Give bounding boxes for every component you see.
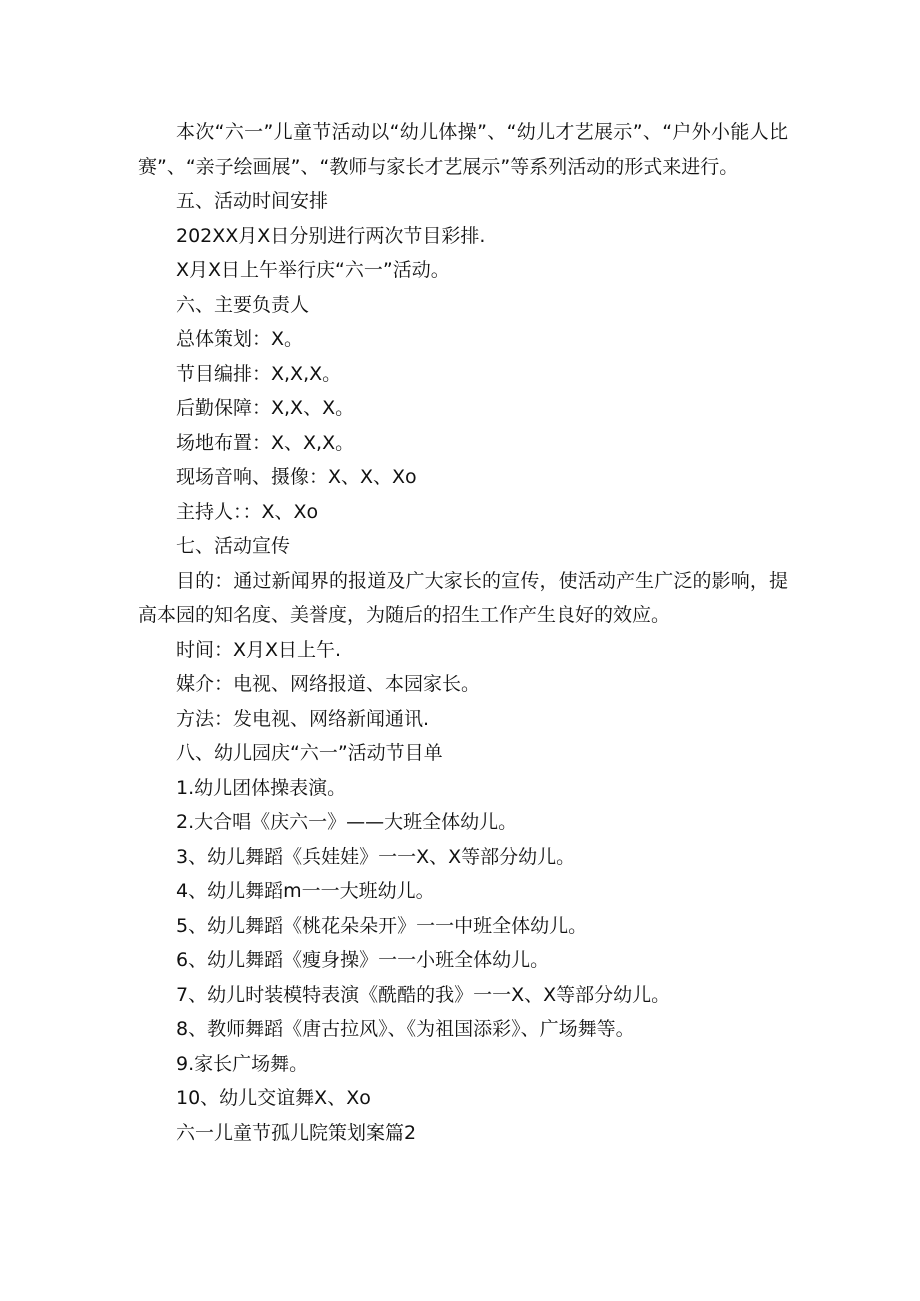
program-item-6: 6、幼儿舞蹈《瘦身操》一一小班全体幼儿。 (176, 949, 550, 971)
publicity-media: 媒介：电视、网络报道、本园家长。 (176, 673, 481, 695)
program-item-4: 4、幼儿舞蹈m一一大班幼儿。 (176, 880, 435, 902)
program-item-9: 9.家长广场舞。 (176, 1052, 309, 1075)
responsible-logistics: 后勤保障：X,X、X。 (176, 397, 355, 419)
heading-publicity: 七、活动宣传 (176, 535, 291, 557)
heading-program-list: 八、幼儿园庆“六一”活动节目单 (176, 742, 443, 764)
publicity-method: 方法：发电视、网络新闻通讯. (176, 707, 430, 730)
heading-responsible: 六、主要负责人 (176, 293, 310, 316)
heading-schedule: 五、活动时间安排 (176, 190, 329, 212)
schedule-event: X月X日上午举行庆“六一”活动。 (176, 259, 450, 281)
program-item-5: 5、幼儿舞蹈《桃花朵朵开》一一中班全体幼儿。 (176, 914, 588, 937)
program-item-10: 10、幼儿交谊舞X、Xo (176, 1087, 371, 1109)
responsible-venue: 场地布置：X、X,X。 (176, 431, 355, 454)
responsible-audio-video: 现场音响、摄像：X、X、Xo (176, 466, 417, 488)
responsible-program: 节目编排：X,X,X。 (176, 362, 342, 385)
program-item-3: 3、幼儿舞蹈《兵娃娃》一一X、X等部分幼儿。 (176, 845, 576, 868)
responsible-planning: 总体策划：X。 (176, 328, 304, 350)
paragraph-activity-forms: 本次“六一”儿童节活动以“幼儿体操”、“幼儿才艺展示”、“户外小能人比赛”、“亲子绘画展”、“教师与家长才艺展示”等系列活动的形式来进行。 (138, 121, 788, 178)
program-item-2: 2.大合唱《庆六一》——大班全体幼儿。 (176, 811, 518, 833)
schedule-rehearsal: 202XX月X日分别进行两次节目彩排. (176, 224, 486, 247)
program-item-7: 7、幼儿时装模特表演《酰酷的我》一一X、X等部分幼儿。 (176, 983, 671, 1006)
publicity-purpose: 目的：通过新闻界的报道及广大家长的宣传，使活动产生广泛的影响，提高本园的知名度、美誉度，为随后的招生工作产生良好的效应。 (138, 569, 788, 626)
next-section-title: 六一儿童节孤儿院策划案篇2 (176, 1121, 417, 1144)
program-item-1: 1.幼儿团体操表演。 (176, 776, 347, 799)
responsible-host: 主持人：：X、Xo (176, 500, 319, 523)
document-body (138, 115, 788, 1150)
program-item-8: 8、教师舞蹈《唐古拉风》、《为祖国添彩》、广场舞等。 (176, 1018, 635, 1040)
publicity-time: 时间：X月X日上午. (176, 638, 342, 661)
